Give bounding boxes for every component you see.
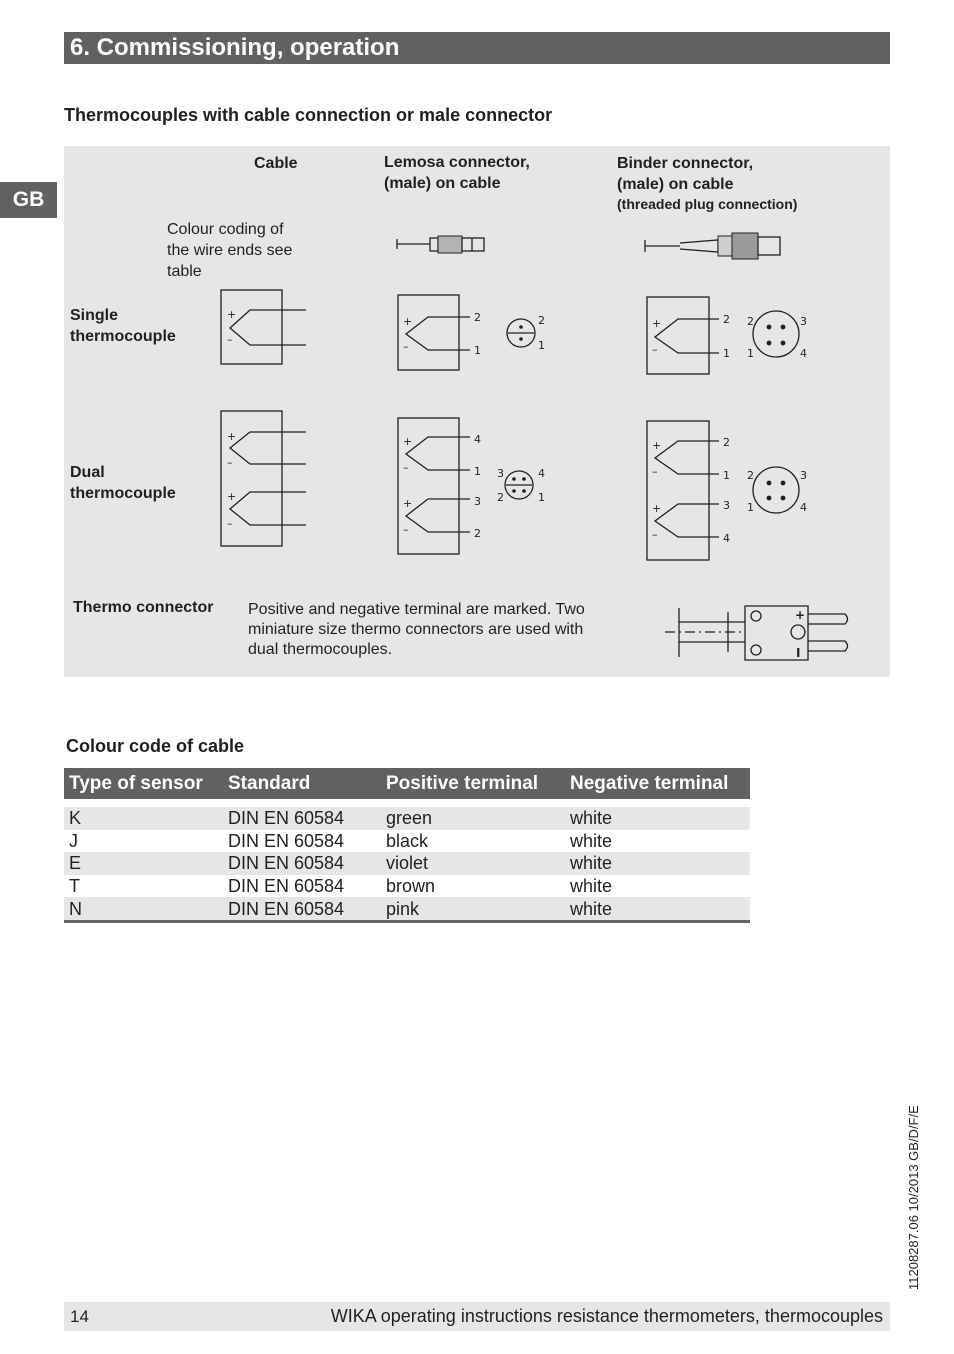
- footer-title: WIKA operating instructions resistance thermometers, thermocouples: [330, 1306, 883, 1326]
- svg-text:2: 2: [497, 491, 504, 504]
- colour-code-heading: Colour code of cable: [66, 736, 245, 756]
- svg-text:1: 1: [723, 347, 730, 360]
- table-cell: DIN EN 60584: [223, 807, 381, 830]
- svg-text:+: +: [227, 430, 237, 443]
- table-cell: white: [570, 876, 613, 897]
- table-header-row: [64, 768, 750, 799]
- svg-text:2: 2: [747, 315, 754, 328]
- svg-text:1: 1: [538, 491, 545, 504]
- svg-text:+: +: [403, 315, 413, 328]
- svg-text:1: 1: [723, 469, 730, 482]
- colour-coding-note: Colour coding of the wire ends see table: [167, 221, 293, 280]
- svg-text:+: +: [652, 439, 662, 452]
- table-row: [64, 897, 750, 921]
- svg-text:3: 3: [800, 315, 807, 328]
- svg-text:–: –: [403, 523, 409, 536]
- dual-thermocouple-label: Dual thermocouple: [70, 464, 176, 502]
- table-cell: white: [565, 807, 750, 830]
- table-row: [64, 852, 750, 875]
- table-cell: K: [64, 807, 223, 830]
- svg-text:1: 1: [747, 347, 754, 360]
- svg-text:–: –: [227, 456, 233, 469]
- table-row: [64, 830, 750, 853]
- cable-dual-diagram: [221, 411, 306, 546]
- svg-text:+: +: [795, 608, 806, 622]
- lemosa-column-header: Lemosa connector, (male) on cable: [384, 154, 530, 192]
- svg-text:2: 2: [474, 527, 481, 540]
- svg-text:1: 1: [747, 501, 754, 514]
- svg-text:4: 4: [474, 433, 481, 446]
- binder-dual-diagram: [647, 421, 807, 560]
- svg-text:4: 4: [538, 467, 545, 480]
- svg-text:–: –: [652, 465, 658, 478]
- svg-text:2: 2: [723, 313, 730, 326]
- svg-text:2: 2: [747, 469, 754, 482]
- table-row: [64, 807, 750, 830]
- binder-column-header: Binder connector, (male) on cable (threaded plug connection): [617, 155, 798, 212]
- table-cell: green: [381, 807, 565, 830]
- lemosa-connector-drawing: [397, 236, 484, 253]
- column-header: Type of sensor: [64, 768, 223, 799]
- svg-text:1: 1: [538, 339, 545, 352]
- cable-single-diagram: [221, 290, 306, 364]
- svg-text:3: 3: [723, 499, 730, 512]
- page-footer: [64, 1302, 890, 1331]
- svg-text:4: 4: [800, 501, 807, 514]
- svg-text:+: +: [652, 502, 662, 515]
- table-cell: DIN EN 60584: [228, 876, 345, 897]
- table-cell: white: [565, 897, 750, 921]
- svg-text:+: +: [403, 497, 413, 510]
- document-number: 11208287.06 10/2013 GB/D/F/E: [906, 1105, 921, 1290]
- svg-text:+: +: [227, 308, 237, 321]
- thermo-connector-label: Thermo connector: [73, 599, 214, 616]
- table-cell: N: [64, 897, 223, 921]
- table-cell: DIN EN 60584: [223, 897, 381, 921]
- svg-text:4: 4: [800, 347, 807, 360]
- table-cell: white: [565, 852, 750, 875]
- thermocouples-heading: Thermocouples with cable connection or male connector: [64, 105, 553, 125]
- binder-connector-drawing: [645, 233, 780, 259]
- column-header: Positive terminal: [381, 768, 565, 799]
- table-cell: pink: [381, 897, 565, 921]
- svg-text:1: 1: [474, 465, 481, 478]
- table-cell: white: [570, 830, 613, 851]
- table-cell: T: [69, 876, 80, 897]
- svg-text:–: –: [227, 333, 233, 346]
- table-cell: E: [64, 852, 223, 875]
- cable-column-header: Cable: [254, 155, 298, 172]
- svg-text:–: –: [652, 343, 658, 356]
- thermo-connector-text: Positive and negative terminal are marked. Two miniature size thermo connectors are used with dual thermocouples.: [248, 601, 585, 658]
- section-title: 6. Commissioning, operation: [64, 32, 890, 64]
- table-cell: DIN EN 60584: [228, 830, 345, 851]
- svg-text:3: 3: [497, 467, 504, 480]
- binder-single-diagram: [647, 297, 807, 374]
- colour-code-table: [64, 768, 750, 923]
- thermo-connector-drawing: [665, 606, 848, 660]
- svg-text:2: 2: [474, 311, 481, 324]
- svg-text:3: 3: [800, 469, 807, 482]
- svg-text:–: –: [652, 528, 658, 541]
- table-cell: DIN EN 60584: [223, 852, 381, 875]
- table-row: [64, 875, 750, 898]
- svg-text:I: I: [796, 646, 801, 660]
- language-tab: GB: [0, 182, 57, 218]
- lemosa-single-diagram: [398, 295, 545, 370]
- svg-text:4: 4: [723, 532, 730, 545]
- single-thermocouple-label: Single thermocouple: [70, 307, 176, 345]
- table-cell: brown: [386, 876, 436, 897]
- column-header: Negative terminal: [565, 768, 750, 799]
- svg-text:2: 2: [723, 436, 730, 449]
- column-header: Standard: [223, 768, 381, 799]
- table-cell: J: [69, 830, 78, 851]
- svg-text:–: –: [403, 461, 409, 474]
- lemosa-dual-diagram: [398, 418, 545, 554]
- svg-text:+: +: [652, 317, 662, 330]
- page-number: 14: [70, 1307, 89, 1326]
- svg-text:–: –: [403, 340, 409, 353]
- svg-text:1: 1: [474, 344, 481, 357]
- table-cell: black: [386, 830, 429, 851]
- svg-text:–: –: [227, 517, 233, 530]
- svg-text:2: 2: [538, 314, 545, 327]
- svg-text:+: +: [227, 490, 237, 503]
- table-cell: violet: [381, 852, 565, 875]
- svg-text:3: 3: [474, 495, 481, 508]
- svg-text:+: +: [403, 435, 413, 448]
